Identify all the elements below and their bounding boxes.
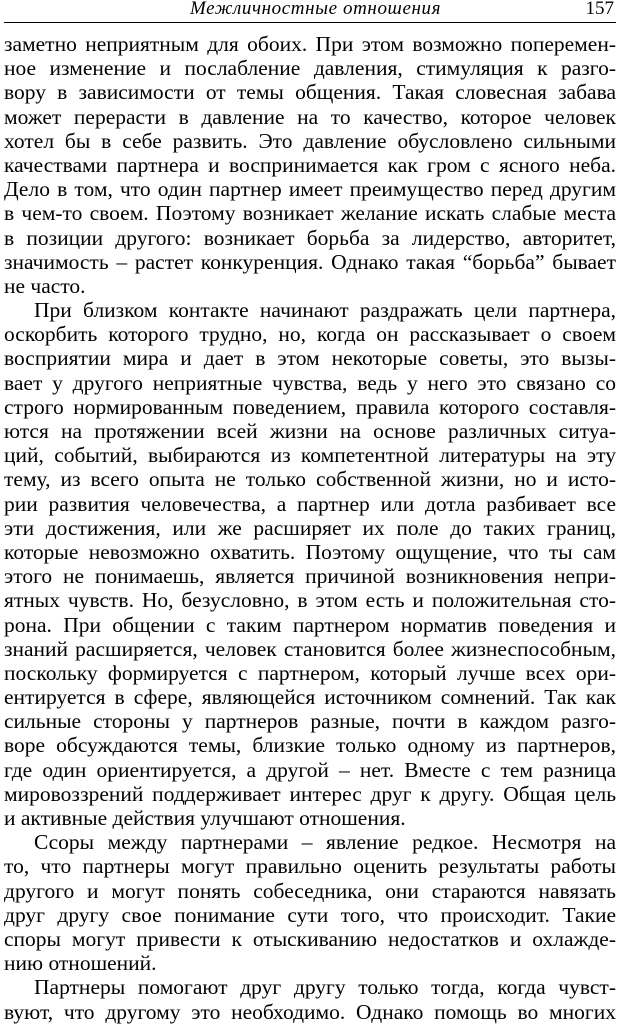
text-line: рии развития человечества, а партнер или дотла разбивает все [4, 491, 616, 516]
text-line: ются на протяжении всей жизни на основе различных ситуа- [4, 419, 616, 443]
text-line: эти достижения, или же расширяет их поле до таких границ, [4, 515, 616, 540]
paragraph-start-line: При близком контакте начинают раздражать цели партнера, [34, 298, 616, 323]
text-line: в чем-то своем. Поэтому возникает желание искать слабые места [4, 201, 616, 226]
paragraph-start-line: Партнеры помогают друг другу только тогда, когда чувст- [34, 975, 616, 1000]
text-line: то, что партнеры могут правильно оценить результаты работы [4, 854, 616, 879]
text-line: ций, событий, выбираются из компетентной литературы на эту [4, 443, 616, 468]
text-line: значимость – растет конкуренция. Однако такая “борьба” бывает [4, 249, 616, 274]
page-number: 157 [585, 0, 614, 19]
text-line: сильные стороны у партнеров разные, почти в каждом разго- [4, 709, 616, 734]
text-line: друг другу свое понимание сути того, что происходит. Такие [4, 902, 616, 927]
text-line: в позиции другого: возникает борьба за лидерство, авторитет, [4, 225, 616, 250]
text-line: оскорбить которого трудно, но, когда он рассказывает о своем [4, 322, 616, 347]
text-line: Дело в том, что один партнер имеет преимущество перед другим [4, 177, 616, 202]
text-line: поскольку формируется с партнером, который лучше всех ори- [4, 660, 616, 685]
text-line: воре обсуждаются темы, близкие только одному из партнеров, [4, 733, 616, 758]
text-line: заметно неприятным для обоих. При этом возможно поперемен- [4, 32, 616, 56]
text-line: споры могут привести к отыскиванию недостатков и охлажде- [4, 926, 616, 951]
text-line: этого не понимаешь, является причиной возникновения непри- [4, 564, 616, 589]
text-line: вуют, что другому это необходимо. Однако помощь во многих [4, 999, 616, 1024]
text-line: где один ориентируется, а другой – нет. Вместе с тем разница [4, 757, 616, 782]
running-header [4, 0, 616, 23]
text-line: которые невозможно охватить. Поэтому ощущение, что ты сам [4, 539, 616, 564]
text-line: мировоззрений поддерживает интерес друг к другу. Общая цель [4, 781, 616, 806]
text-line: строго нормированным поведением, правила которого составля- [4, 394, 616, 419]
text-line: качествами партнера и воспринимается как гром с ясного неба. [4, 152, 616, 177]
text-line: ное изменение и послабление давления, стимуляция к разго- [4, 56, 616, 81]
text-line: другого и могут понять собеседника, они стараются навязать [4, 878, 616, 903]
text-line: и активные действия улучшают отношения. [4, 806, 406, 830]
text-line: вору в зависимости от темы общения. Такая словесная забава [4, 80, 616, 105]
running-title: Межличностные отношения [190, 0, 442, 19]
text-line: может перерасти в давление на то качество, которое человек [4, 104, 616, 129]
text-line: ятных чувств. Но, безусловно, в этом есть и положительная сто- [4, 588, 616, 613]
text-line: рона. При общении с таким партнером норматив поведения и [4, 612, 616, 637]
body-text [4, 32, 616, 1024]
text-line: нию отношений. [4, 951, 157, 976]
text-line: знаний расширяется, человек становится более жизнеспособным, [4, 636, 616, 661]
paragraph-start-line: Ссоры между партнерами – явление редкое. Несмотря на [34, 830, 616, 855]
text-line: хотел бы в себе развить. Это давление обусловлено сильными [4, 128, 616, 153]
text-line: восприятии мира и дает в этом некоторые советы, это вызы- [4, 346, 616, 371]
text-line: ентируется в сфере, являющейся источником сомнений. Так как [4, 685, 616, 710]
text-line: не часто. [4, 273, 86, 298]
text-line: тему, из всего опыта не только собственной жизни, но и исто- [4, 467, 616, 492]
text-line: вает у другого неприятные чувства, ведь у него это связано со [4, 370, 616, 395]
